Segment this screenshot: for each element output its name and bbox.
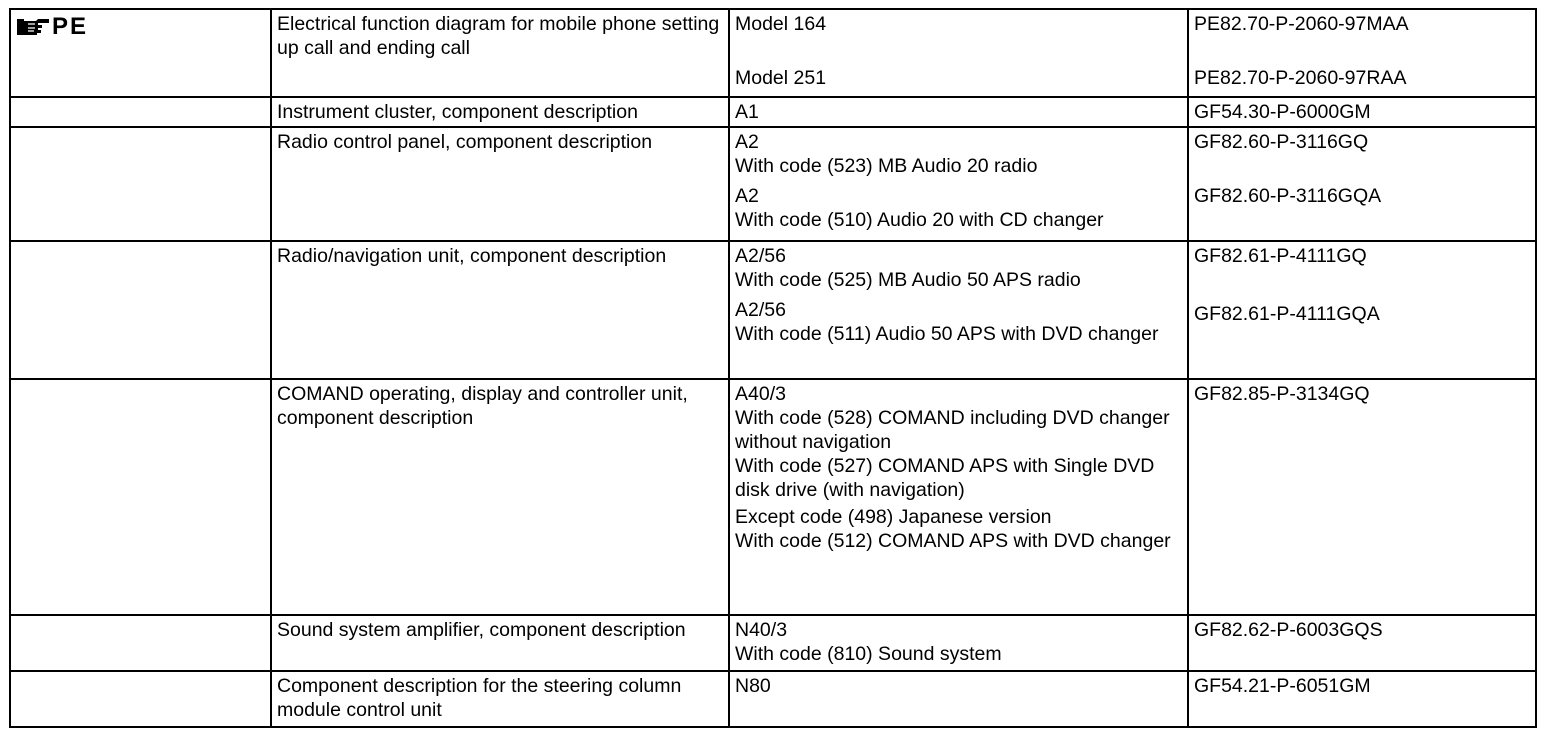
component-id: A2: [735, 131, 759, 153]
table-row: [10, 379, 1536, 615]
table-row: [10, 9, 1536, 97]
table-row: [10, 241, 1536, 379]
reference-cell: [1188, 379, 1536, 615]
reference-cell: [1188, 97, 1536, 127]
row-description: Electrical function diagram for mobile phone setting up call and ending call: [277, 13, 720, 59]
component-id: A2/56: [735, 299, 786, 321]
row-description: Component description for the steering column module control unit: [277, 675, 682, 721]
model-cell: [729, 9, 1188, 97]
row-description: Instrument cluster, component description: [277, 101, 638, 123]
model-label: Model 251: [735, 67, 827, 89]
component-id: A1: [735, 101, 759, 123]
table-row: [10, 127, 1536, 241]
reference-link[interactable]: GF82.60-P-3116GQ: [1194, 131, 1369, 153]
reference-link[interactable]: GF82.62-P-6003GQS: [1194, 619, 1383, 641]
reference-link[interactable]: GF54.30-P-6000GM: [1194, 101, 1371, 123]
component-cell: [729, 379, 1188, 615]
code-condition: without navigation: [735, 431, 892, 453]
table-row: [10, 671, 1536, 727]
reference-table: [9, 8, 1537, 728]
description-cell: [271, 9, 729, 97]
code-condition: Except code (498) Japanese version: [735, 506, 1052, 528]
description-cell: [271, 379, 729, 615]
component-id: N40/3: [735, 619, 788, 641]
reference-link[interactable]: GF82.60-P-3116GQA: [1194, 185, 1382, 207]
code-condition: With code (511) Audio 50 APS with DVD changer: [735, 323, 1159, 345]
row-description: Sound system amplifier, component description: [277, 619, 686, 641]
description-cell: [271, 127, 729, 241]
description-cell: [271, 97, 729, 127]
component-cell: [729, 671, 1188, 727]
row-description: Radio/navigation unit, component description: [277, 245, 667, 267]
description-cell: [271, 615, 729, 671]
code-condition: With code (525) MB Audio 50 APS radio: [735, 269, 1081, 291]
component-id: A2/56: [735, 245, 786, 267]
component-cell: [729, 97, 1188, 127]
code-condition: With code (510) Audio 20 with CD changer: [735, 209, 1104, 231]
code-condition: With code (512) COMAND APS with DVD changer: [735, 530, 1171, 552]
code-condition: With code (810) Sound system: [735, 643, 1002, 665]
reference-link[interactable]: GF82.61-P-4111GQ: [1194, 245, 1367, 267]
code-condition: With code (523) MB Audio 20 radio: [735, 155, 1038, 177]
reference-cell: [1188, 9, 1536, 97]
code-condition: With code (527) COMAND APS with Single DVD disk drive (with navigation): [735, 455, 1160, 501]
component-id: A40/3: [735, 383, 786, 405]
reference-cell: [1188, 671, 1536, 727]
component-id: N80: [735, 675, 771, 697]
pe-label: PE: [52, 13, 89, 40]
component-cell: [729, 127, 1188, 241]
row-description: COMAND operating, display and controller unit, component description: [277, 383, 688, 429]
reference-link[interactable]: PE82.70-P-2060-97RAA: [1194, 67, 1407, 89]
reference-link[interactable]: GF54.21-P-6051GM: [1194, 675, 1371, 697]
pe-cell: [10, 9, 271, 97]
code-condition: With code (528) COMAND including DVD changer: [735, 407, 1170, 429]
reference-link[interactable]: GF82.85-P-3134GQ: [1194, 383, 1370, 405]
pe-header: [16, 14, 88, 40]
table-row: [10, 615, 1536, 671]
component-cell: [729, 615, 1188, 671]
reference-cell: [1188, 127, 1536, 241]
reference-cell: [1188, 241, 1536, 379]
table-row: [10, 97, 1536, 127]
component-id: A2: [735, 185, 759, 207]
description-cell: [271, 241, 729, 379]
pointing-hand-icon: [16, 16, 50, 38]
row-description: Radio control panel, component description: [277, 131, 653, 153]
reference-link[interactable]: PE82.70-P-2060-97MAA: [1194, 13, 1409, 35]
model-label: Model 164: [735, 13, 827, 35]
reference-link[interactable]: GF82.61-P-4111GQA: [1194, 303, 1380, 325]
component-cell: [729, 241, 1188, 379]
description-cell: [271, 671, 729, 727]
reference-cell: [1188, 615, 1536, 671]
